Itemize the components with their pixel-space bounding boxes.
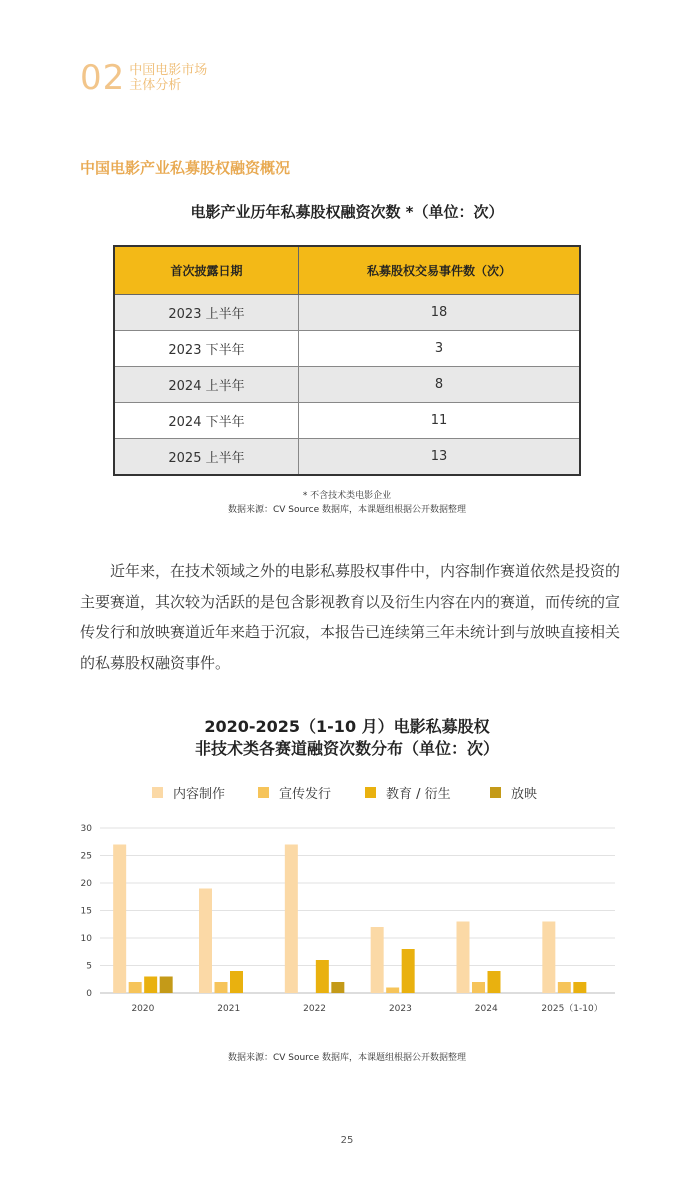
chart-title <box>0 716 694 760</box>
table-cell-period: 2023 下半年 <box>114 331 299 367</box>
y-tick-label: 0 <box>86 989 92 999</box>
bar-2023-宣传发行 <box>386 988 399 994</box>
legend-label-content: 内容制作 <box>173 787 226 802</box>
table-row <box>114 295 580 331</box>
chapter-title-line1: 中国电影市场 <box>129 63 208 78</box>
bar-chart <box>70 815 630 1025</box>
bar-2024-宣传发行 <box>472 982 485 993</box>
y-tick-label: 30 <box>80 824 92 834</box>
table-row <box>114 403 580 439</box>
bar-2022-内容制作 <box>285 845 298 994</box>
table-row <box>114 439 580 476</box>
legend-label-education: 教育 / 衍生 <box>386 787 451 802</box>
legend-swatch-education <box>365 787 376 798</box>
legend-item-distribution <box>258 783 365 802</box>
table-header-count: 私募股权交易事件数（次） <box>299 246 581 295</box>
table-cell-count: 18 <box>299 295 581 331</box>
table-cell-period: 2025 上半年 <box>114 439 299 476</box>
bar-2025（1-10）-宣传发行 <box>558 982 571 993</box>
x-tick-label: 2025（1-10） <box>541 1004 603 1014</box>
legend-label-distribution: 宣传发行 <box>279 787 332 802</box>
body-paragraph-text: 近年来，在技术领域之外的电影私募股权事件中，内容制作赛道依然是投资的主要赛道，其次较为活跃的是包含影视教育以及衍生内容在内的赛道，而传统的宣传发行和放映赛道近年来趋于沉寂，本报告已连续第三年未统计到与放映直接相关的私募股权融资事件。 <box>80 562 621 672</box>
chapter-title <box>129 63 207 93</box>
chart-legend <box>152 783 537 802</box>
bar-2021-教育 / 衍生 <box>230 971 243 993</box>
legend-swatch-distribution <box>258 787 269 798</box>
y-tick-label: 5 <box>86 961 92 972</box>
table-header-row <box>114 246 580 295</box>
bar-2025（1-10）-内容制作 <box>542 922 555 994</box>
table-footnote: * 不含技术类电影企业 <box>302 491 392 501</box>
bar-2022-教育 / 衍生 <box>316 960 329 993</box>
legend-item-education <box>365 783 490 802</box>
y-tick-label: 20 <box>80 879 92 889</box>
table-cell-count: 13 <box>299 439 581 476</box>
chart-title-line1: 2020-2025（1-10 月）电影私募股权 <box>204 717 490 736</box>
table-cell-count: 8 <box>299 367 581 403</box>
chapter-header <box>80 58 207 98</box>
table-title: 电影产业历年私募股权融资次数 *（单位：次） <box>190 203 504 221</box>
bar-2020-放映 <box>160 977 173 994</box>
table-cell-count: 3 <box>299 331 581 367</box>
bar-2020-内容制作 <box>113 845 126 994</box>
x-tick-label: 2024 <box>474 1004 498 1014</box>
table-cell-count: 11 <box>299 403 581 439</box>
legend-label-exhibition: 放映 <box>511 787 538 802</box>
y-tick-label: 15 <box>80 906 92 917</box>
page-number: 25 <box>340 1135 354 1146</box>
chapter-title-line2: 主体分析 <box>129 78 182 93</box>
legend-item-content <box>152 783 258 802</box>
bar-2025（1-10）-教育 / 衍生 <box>573 982 586 993</box>
bar-2021-宣传发行 <box>215 982 228 993</box>
body-paragraph <box>80 556 620 678</box>
y-tick-label: 10 <box>80 934 92 944</box>
x-tick-label: 2022 <box>303 1004 327 1014</box>
x-tick-label: 2020 <box>131 1004 155 1014</box>
bar-2023-内容制作 <box>371 927 384 993</box>
legend-swatch-exhibition <box>490 787 501 798</box>
x-tick-label: 2023 <box>388 1004 412 1014</box>
table-cell-period: 2023 上半年 <box>114 295 299 331</box>
chart-grid <box>100 828 615 993</box>
x-tick-label: 2021 <box>217 1004 241 1014</box>
table-cell-period: 2024 上半年 <box>114 367 299 403</box>
bar-2020-宣传发行 <box>129 982 142 993</box>
legend-item-exhibition <box>490 783 537 802</box>
bar-2023-教育 / 衍生 <box>402 949 415 993</box>
chart-bars <box>113 845 586 994</box>
section-title: 中国电影产业私募股权融资概况 <box>80 159 291 177</box>
bar-2022-放映 <box>331 982 344 993</box>
bar-2021-内容制作 <box>199 889 212 994</box>
bar-2020-教育 / 衍生 <box>144 977 157 994</box>
table-header-period: 首次披露日期 <box>114 246 299 295</box>
bar-2024-教育 / 衍生 <box>488 971 501 993</box>
chart-title-line2: 非技术类各赛道融资次数分布（单位：次） <box>194 739 499 758</box>
table-row <box>114 331 580 367</box>
table-cell-period: 2024 下半年 <box>114 403 299 439</box>
y-tick-label: 25 <box>80 851 92 862</box>
legend-swatch-content <box>152 787 163 798</box>
bar-2024-内容制作 <box>457 922 470 994</box>
table-row <box>114 367 580 403</box>
chapter-number: 02 <box>80 58 126 98</box>
table-source: 数据来源：CV Source 数据库，本课题组根据公开数据整理 <box>227 505 467 515</box>
chart-source: 数据来源：CV Source 数据库，本课题组根据公开数据整理 <box>227 1053 467 1063</box>
financing-table <box>113 245 581 476</box>
